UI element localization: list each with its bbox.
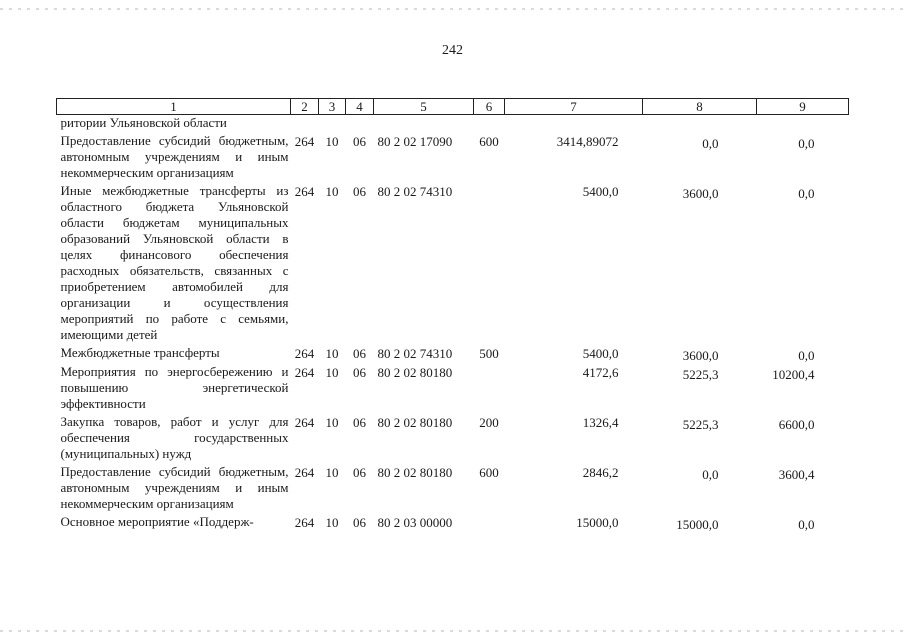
column-header-6: 6 — [474, 99, 505, 115]
row-amount-7: 2846,2 — [582, 465, 619, 480]
table-row — [57, 464, 849, 514]
row-code-2: 264 — [294, 515, 315, 530]
row-amount-8: 5225,3 — [682, 367, 719, 382]
row-code-4 — [346, 115, 374, 134]
row-code-2: 264 — [294, 134, 315, 149]
row-code-6: 500 — [479, 346, 499, 361]
row-amount-8: 15000,0 — [676, 517, 719, 532]
row-code-2 — [291, 115, 319, 134]
row-amount-8: 0,0 — [702, 467, 719, 482]
column-header-2: 2 — [291, 99, 319, 115]
column-header-4: 4 — [346, 99, 374, 115]
row-code-5 — [374, 115, 474, 134]
table-row — [57, 183, 849, 345]
row-amount-8: 0,0 — [702, 136, 719, 151]
row-code-3: 10 — [325, 346, 339, 361]
row-code-3: 10 — [325, 184, 339, 199]
table-row — [57, 514, 849, 533]
row-name: Основное мероприятие «Поддерж- — [60, 514, 254, 529]
row-amount-9: 0,0 — [798, 517, 815, 532]
row-amount-7: 4172,6 — [582, 365, 619, 380]
row-amount-9: 0,0 — [798, 136, 815, 151]
row-amount-8: 3600,0 — [682, 186, 719, 201]
row-code-6 — [474, 364, 505, 414]
row-amount-7: 3414,89072 — [556, 134, 619, 149]
row-code-4: 06 — [353, 415, 366, 430]
row-code-2: 264 — [294, 365, 315, 380]
row-code-2: 264 — [294, 346, 315, 361]
row-amount-7: 15000,0 — [576, 515, 619, 530]
row-code-2: 264 — [294, 415, 315, 430]
row-code-3: 10 — [325, 415, 339, 430]
row-name: Предоставление субсидий бюджетным, автономным учреждениям и иным некоммерческим организациям — [60, 133, 289, 180]
row-name: Иные межбюджетные трансферты из областного бюджета Ульяновской области бюджетам муниципальных образований Ульяновской области в целях финансового обеспечения расходных обязательств, связанных с приобретением автомобилей для организации и осуществления мероприятий по работе с семьями, имеющими детей — [60, 183, 289, 342]
table-row — [57, 115, 849, 134]
row-code-5: 80 2 02 74310 — [377, 346, 453, 361]
row-code-5: 80 2 02 74310 — [377, 184, 453, 199]
row-amount-9: 0,0 — [798, 348, 815, 363]
table-row — [57, 414, 849, 464]
row-code-2: 264 — [294, 184, 315, 199]
row-amount-9: 0,0 — [798, 186, 815, 201]
row-amount-9: 3600,4 — [778, 467, 815, 482]
row-code-6 — [474, 115, 505, 134]
scan-noise-bottom — [0, 630, 905, 632]
row-code-5: 80 2 02 80180 — [377, 365, 453, 380]
table-row — [57, 364, 849, 414]
row-code-6 — [474, 183, 505, 345]
row-amount-8 — [643, 115, 757, 134]
row-name: Предоставление субсидий бюджетным, автономным учреждениям и иным некоммерческим организациям — [60, 464, 289, 511]
row-amount-7: 5400,0 — [582, 346, 619, 361]
row-code-6: 600 — [479, 134, 499, 149]
table-header-row — [57, 99, 849, 115]
row-code-4: 06 — [353, 515, 366, 530]
row-amount-7: 5400,0 — [582, 184, 619, 199]
row-code-4: 06 — [353, 184, 366, 199]
row-amount-7: 1326,4 — [582, 415, 619, 430]
row-name: ритории Ульяновской области — [60, 115, 227, 130]
row-amount-9: 10200,4 — [772, 367, 815, 382]
table-row — [57, 133, 849, 183]
row-code-4: 06 — [353, 365, 366, 380]
row-code-4: 06 — [353, 465, 366, 480]
budget-table — [56, 98, 849, 533]
row-amount-8: 3600,0 — [682, 348, 719, 363]
column-header-1: 1 — [57, 99, 291, 115]
column-header-5: 5 — [374, 99, 474, 115]
row-name: Закупка товаров, работ и услуг для обеспечения государственных (муниципальных) нужд — [60, 414, 289, 461]
row-amount-7 — [505, 115, 643, 134]
row-code-5: 80 2 03 00000 — [377, 515, 453, 530]
row-code-3: 10 — [325, 134, 339, 149]
row-amount-9: 6600,0 — [778, 417, 815, 432]
row-name: Мероприятия по энергосбережению и повышению энергетической эффективности — [60, 364, 289, 411]
column-header-9: 9 — [757, 99, 849, 115]
row-code-3: 10 — [325, 465, 339, 480]
column-header-8: 8 — [643, 99, 757, 115]
row-code-5: 80 2 02 80180 — [377, 465, 453, 480]
scan-noise-top — [0, 8, 905, 10]
row-code-5: 80 2 02 80180 — [377, 415, 453, 430]
row-code-6: 200 — [479, 415, 499, 430]
column-header-3: 3 — [319, 99, 346, 115]
row-code-6: 600 — [479, 465, 499, 480]
row-code-3 — [319, 115, 346, 134]
row-code-3: 10 — [325, 515, 339, 530]
row-amount-8: 5225,3 — [682, 417, 719, 432]
row-code-3: 10 — [325, 365, 339, 380]
page-number: 242 — [442, 43, 463, 58]
column-header-7: 7 — [505, 99, 643, 115]
row-code-2: 264 — [294, 465, 315, 480]
row-code-4: 06 — [353, 346, 366, 361]
row-amount-9 — [757, 115, 849, 134]
table-row — [57, 345, 849, 364]
row-code-6 — [474, 514, 505, 533]
row-name: Межбюджетные трансферты — [60, 345, 220, 360]
row-code-4: 06 — [353, 134, 366, 149]
row-code-5: 80 2 02 17090 — [377, 134, 453, 149]
